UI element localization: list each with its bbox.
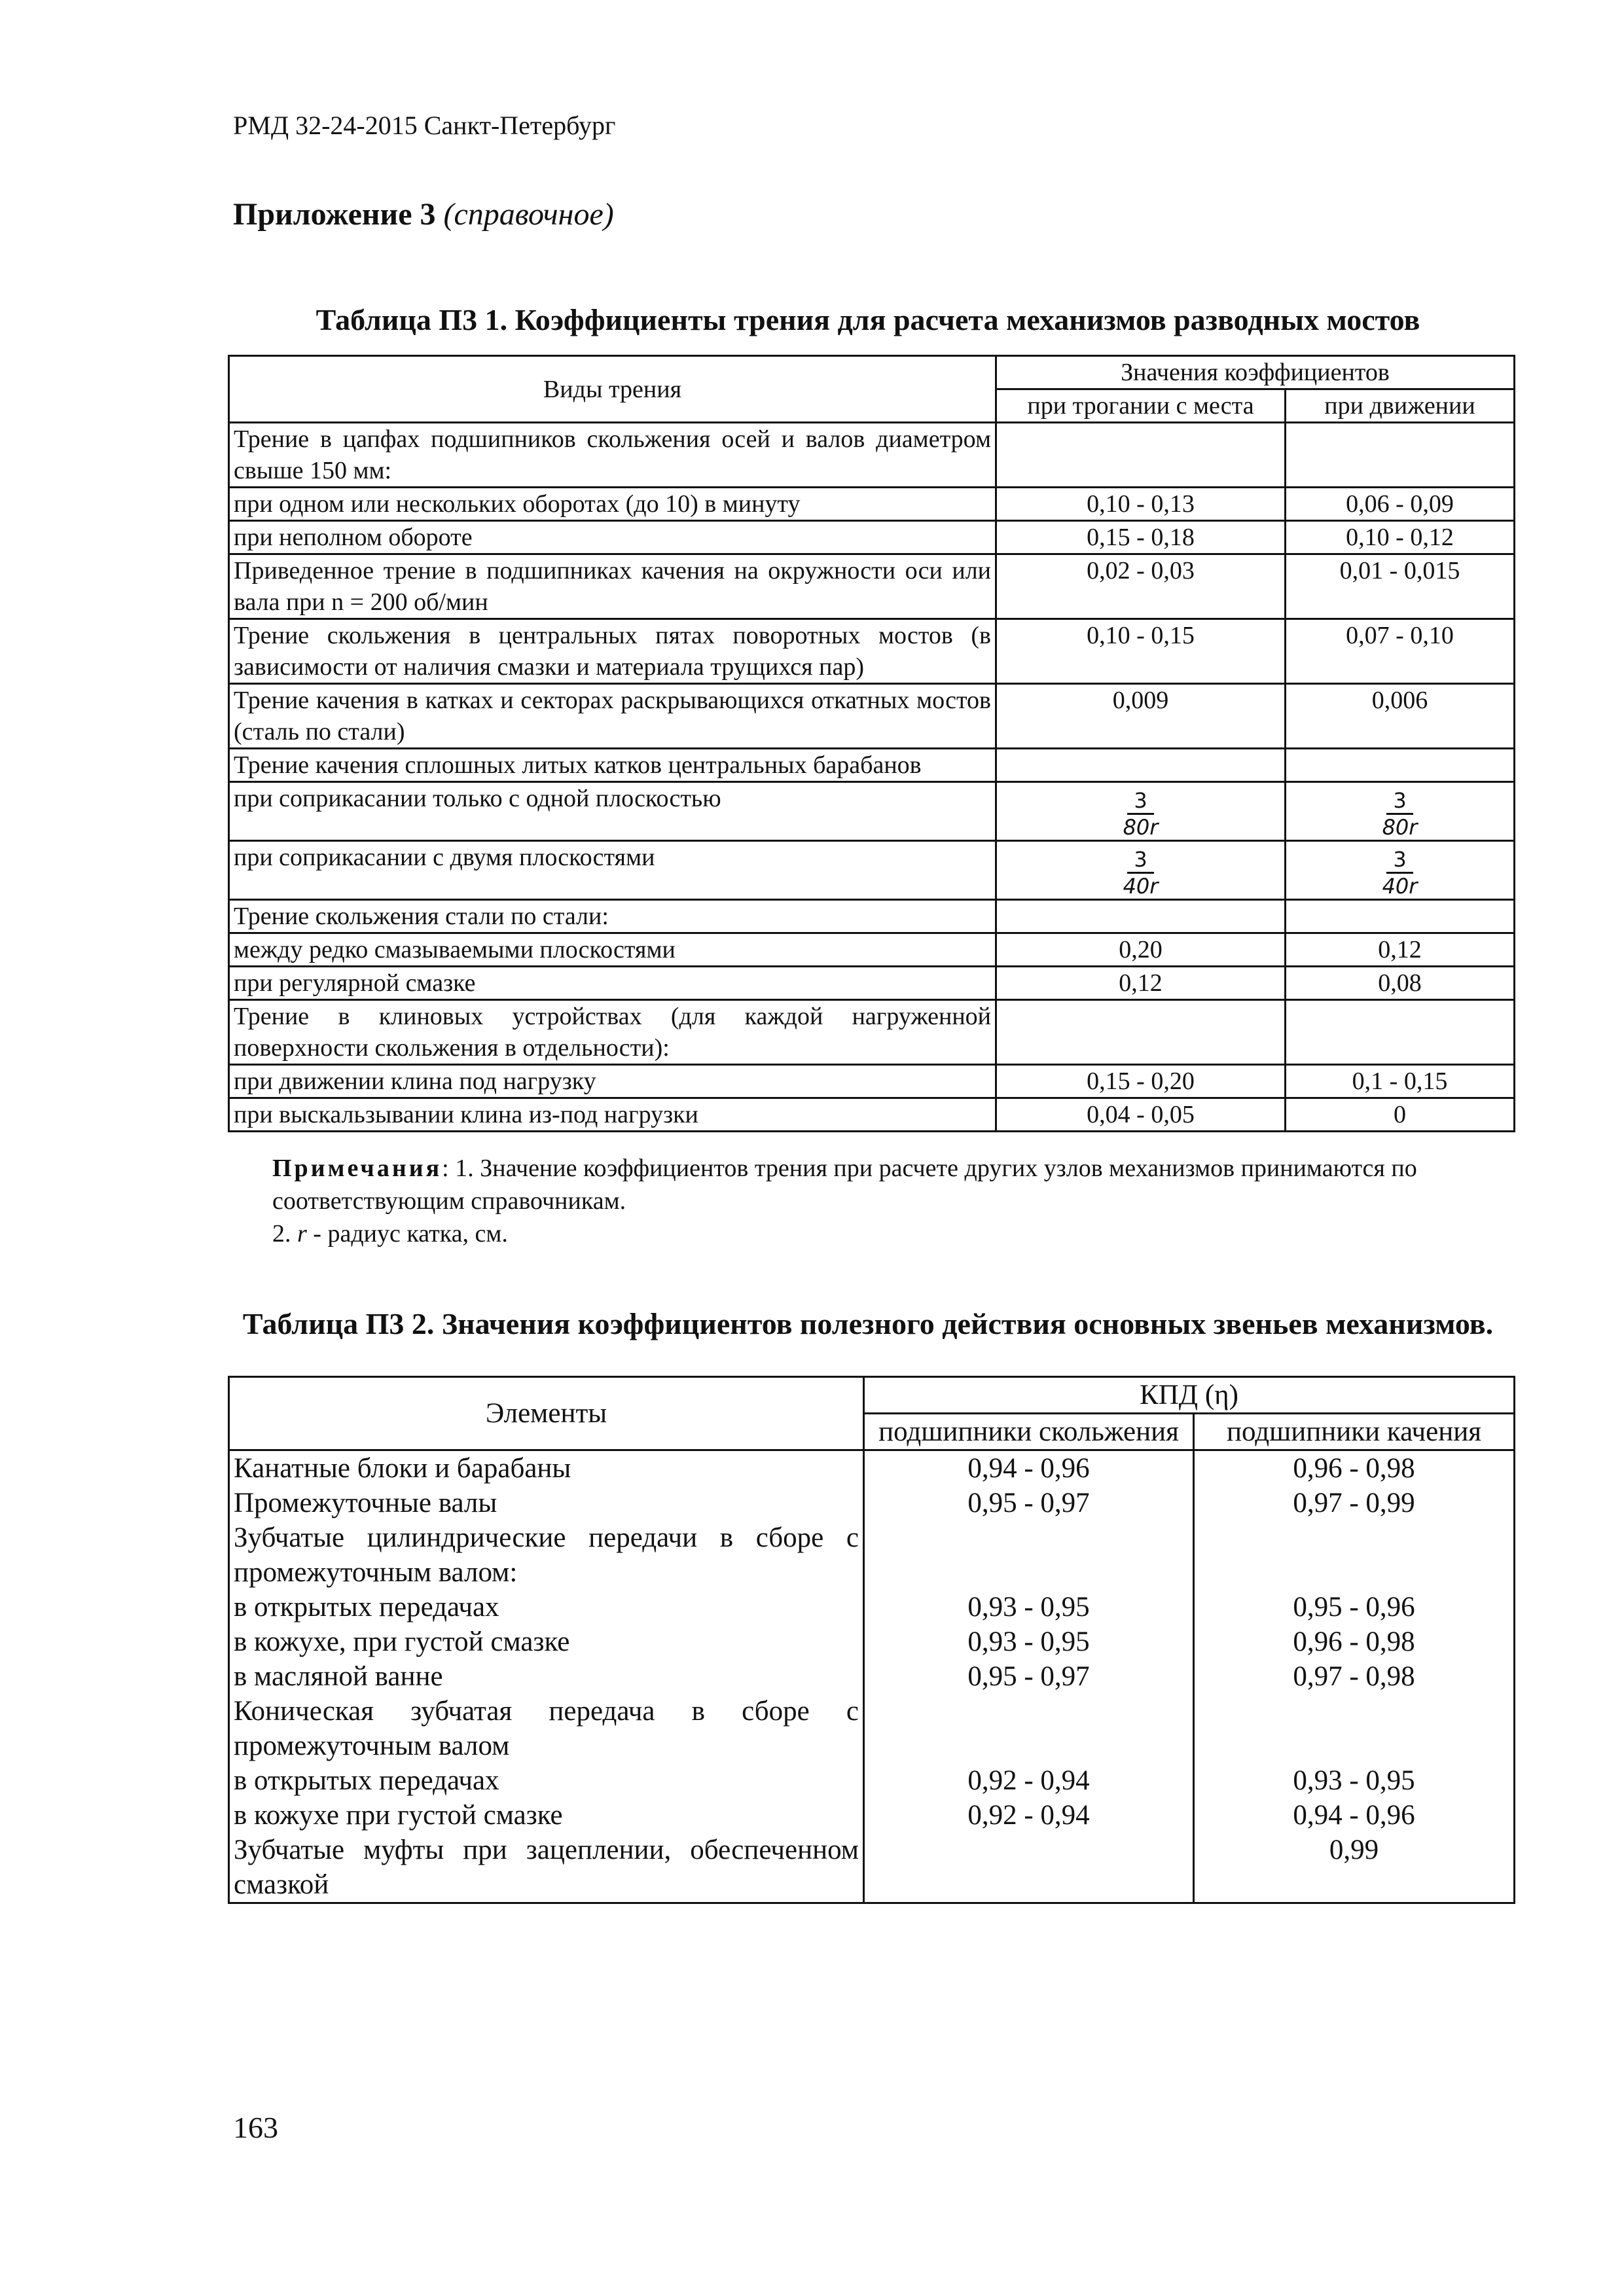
fraction xyxy=(1123,847,1159,899)
value-start xyxy=(996,841,1286,900)
table-row xyxy=(229,749,1515,782)
value-start: 0,02 - 0,03 xyxy=(996,554,1286,619)
table-row xyxy=(229,554,1515,619)
value-slide: 0,95 - 0,97 xyxy=(864,1659,1194,1694)
value-start xyxy=(996,749,1286,782)
table-row xyxy=(229,1798,1515,1833)
table-row xyxy=(229,1833,1515,1903)
value-roll: 0,97 - 0,98 xyxy=(1194,1659,1515,1694)
value-motion: 0,07 - 0,10 xyxy=(1286,619,1515,684)
table-row xyxy=(229,967,1515,1000)
row-label: в кожухе при густой смазке xyxy=(229,1798,864,1833)
fraction xyxy=(1382,788,1418,840)
row-label: при движении клина под нагрузку xyxy=(229,1065,996,1098)
table-row xyxy=(229,1450,1515,1486)
fraction-numerator: 3 xyxy=(1127,847,1153,874)
value-start xyxy=(996,1000,1286,1065)
table-row xyxy=(229,841,1515,900)
row-label: Канатные блоки и барабаны xyxy=(229,1450,864,1486)
header-roll: подшипники качения xyxy=(1194,1414,1515,1450)
row-label: Трение в цапфах подшипников скольжения осей и валов диаметром свыше 150 мм: xyxy=(229,423,996,488)
header-motion: при движении xyxy=(1286,389,1515,423)
table-row xyxy=(229,1624,1515,1659)
value-roll: 0,96 - 0,98 xyxy=(1194,1450,1515,1486)
row-label: Трение скольжения в центральных пятах поворотных мостов (в зависимости от наличия смазки и материала трущихся пар) xyxy=(229,619,996,684)
value-start: 0,15 - 0,20 xyxy=(996,1065,1286,1098)
table-row xyxy=(229,423,1515,488)
table-row xyxy=(229,684,1515,749)
table-row xyxy=(229,782,1515,841)
value-motion: 0,08 xyxy=(1286,967,1515,1000)
row-label: Трение качения сплошных литых катков центральных барабанов xyxy=(229,749,996,782)
header-kpd: КПД (η) xyxy=(864,1377,1515,1414)
value-start: 0,10 - 0,15 xyxy=(996,619,1286,684)
value-start xyxy=(996,782,1286,841)
fraction-denominator: 80r xyxy=(1123,815,1159,840)
row-label: в кожухе, при густой смазке xyxy=(229,1624,864,1659)
value-motion xyxy=(1286,423,1515,488)
row-label: Приведенное трение в подшипниках качения на окружности оси или вала при n = 200 об/мин xyxy=(229,554,996,619)
table-row xyxy=(229,900,1515,933)
value-motion xyxy=(1286,782,1515,841)
row-label: при неполном обороте xyxy=(229,521,996,554)
table-row xyxy=(229,1065,1515,1098)
value-roll xyxy=(1194,1694,1515,1763)
table-row xyxy=(229,488,1515,521)
value-motion: 0,06 - 0,09 xyxy=(1286,488,1515,521)
value-start: 0,15 - 0,18 xyxy=(996,521,1286,554)
value-slide: 0,92 - 0,94 xyxy=(864,1763,1194,1798)
value-motion xyxy=(1286,1000,1515,1065)
table-row xyxy=(229,1694,1515,1763)
value-slide: 0,95 - 0,97 xyxy=(864,1486,1194,1520)
table-row xyxy=(229,1590,1515,1624)
row-label: Промежуточные валы xyxy=(229,1486,864,1520)
value-slide: 0,93 - 0,95 xyxy=(864,1624,1194,1659)
value-slide: 0,93 - 0,95 xyxy=(864,1590,1194,1624)
value-start: 0,20 xyxy=(996,933,1286,967)
document-header: РМД 32-24-2015 Санкт-Петербург xyxy=(233,111,616,140)
value-motion: 0,1 - 0,15 xyxy=(1286,1065,1515,1098)
header-values: Значения коэффициентов xyxy=(996,356,1515,389)
row-label: Зубчатые цилиндрические передачи в сборе с промежуточным валом: xyxy=(229,1520,864,1590)
note-1: 1. Значение коэффициентов трения при расчете других узлов механизмов принимаются по соответствующим справочникам. xyxy=(272,1155,1417,1215)
value-start: 0,04 - 0,05 xyxy=(996,1098,1286,1132)
value-roll: 0,93 - 0,95 xyxy=(1194,1763,1515,1798)
row-label: Трение качения в катках и секторах раскрывающихся откатных мостов (сталь по стали) xyxy=(229,684,996,749)
table-row xyxy=(229,1520,1515,1590)
row-label: Трение скольжения стали по стали: xyxy=(229,900,996,933)
row-label: Трение в клиновых устройствах (для каждой нагруженной поверхности скольжения в отдельности): xyxy=(229,1000,996,1065)
friction-table xyxy=(228,355,1515,1132)
table-row xyxy=(229,521,1515,554)
row-label: при соприкасании только с одной плоскостью xyxy=(229,782,996,841)
value-roll: 0,99 xyxy=(1194,1833,1515,1903)
table-row xyxy=(229,619,1515,684)
fraction xyxy=(1123,788,1159,840)
note-2: 2. r - радиус катка, см. xyxy=(272,1220,508,1247)
table-row xyxy=(229,933,1515,967)
notes-label: Примечания xyxy=(272,1155,442,1182)
row-label: Зубчатые муфты при зацеплении, обеспеченном смазкой xyxy=(229,1833,864,1903)
fraction-denominator: 40r xyxy=(1123,874,1159,899)
table-row xyxy=(229,1763,1515,1798)
page-number: 163 xyxy=(233,2111,278,2144)
row-label: при регулярной смазке xyxy=(229,967,996,1000)
table-row xyxy=(229,1486,1515,1520)
value-roll: 0,95 - 0,96 xyxy=(1194,1590,1515,1624)
value-slide: 0,92 - 0,94 xyxy=(864,1798,1194,1833)
value-slide: 0,94 - 0,96 xyxy=(864,1450,1194,1486)
value-motion xyxy=(1286,900,1515,933)
value-motion xyxy=(1286,749,1515,782)
row-label: между редко смазываемыми плоскостями xyxy=(229,933,996,967)
value-start: 0,10 - 0,13 xyxy=(996,488,1286,521)
row-label: при соприкасании с двумя плоскостями xyxy=(229,841,996,900)
table2-title: Таблица П3 2. Значения коэффициентов полезного действия основных звеньев механизмов. xyxy=(242,1307,1494,1340)
fraction-numerator: 3 xyxy=(1386,847,1413,874)
fraction-denominator: 80r xyxy=(1382,815,1418,840)
header-slide: подшипники скольжения xyxy=(864,1414,1194,1450)
value-slide xyxy=(864,1694,1194,1763)
value-motion: 0,10 - 0,12 xyxy=(1286,521,1515,554)
appendix-note: (справочное) xyxy=(443,197,614,232)
row-label: при одном или нескольких оборотах (до 10) в минуту xyxy=(229,488,996,521)
efficiency-table xyxy=(228,1376,1515,1904)
fraction xyxy=(1382,847,1418,899)
appendix-number: Приложение 3 xyxy=(233,197,436,232)
fraction-numerator: 3 xyxy=(1386,788,1413,815)
value-slide xyxy=(864,1520,1194,1590)
value-start: 0,12 xyxy=(996,967,1286,1000)
value-start xyxy=(996,900,1286,933)
header-elements: Элементы xyxy=(229,1377,864,1450)
value-motion: 0,01 - 0,015 xyxy=(1286,554,1515,619)
value-roll xyxy=(1194,1520,1515,1590)
value-roll: 0,94 - 0,96 xyxy=(1194,1798,1515,1833)
value-slide xyxy=(864,1833,1194,1903)
value-start: 0,009 xyxy=(996,684,1286,749)
value-start xyxy=(996,423,1286,488)
row-label: Коническая зубчатая передача в сборе с промежуточным валом xyxy=(229,1694,864,1763)
value-motion xyxy=(1286,841,1515,900)
value-roll: 0,96 - 0,98 xyxy=(1194,1624,1515,1659)
value-motion: 0,12 xyxy=(1286,933,1515,967)
value-motion: 0 xyxy=(1286,1098,1515,1132)
row-label: в открытых передачах xyxy=(229,1763,864,1798)
table-row xyxy=(229,1000,1515,1065)
row-label: при выскальзывании клина из-под нагрузки xyxy=(229,1098,996,1132)
header-kind: Виды трения xyxy=(229,356,996,423)
table-row xyxy=(229,1098,1515,1132)
fraction-denominator: 40r xyxy=(1382,874,1418,899)
row-label: в открытых передачах xyxy=(229,1590,864,1624)
table1-title: Таблица П3 1. Коэффициенты трения для расчета механизмов разводных мостов xyxy=(316,303,1420,336)
notes: Примечания: 1. Значение коэффициентов трения при расчете других узлов механизмов принимаются по соответствующим справочникам. 2. r - радиус катка, см. xyxy=(233,1152,1509,1250)
row-label: в масляной ванне xyxy=(229,1659,864,1694)
fraction-numerator: 3 xyxy=(1127,788,1153,815)
value-roll: 0,97 - 0,99 xyxy=(1194,1486,1515,1520)
table-row xyxy=(229,1659,1515,1694)
appendix-title xyxy=(233,196,614,232)
header-start: при трогании с места xyxy=(996,389,1286,423)
value-motion: 0,006 xyxy=(1286,684,1515,749)
